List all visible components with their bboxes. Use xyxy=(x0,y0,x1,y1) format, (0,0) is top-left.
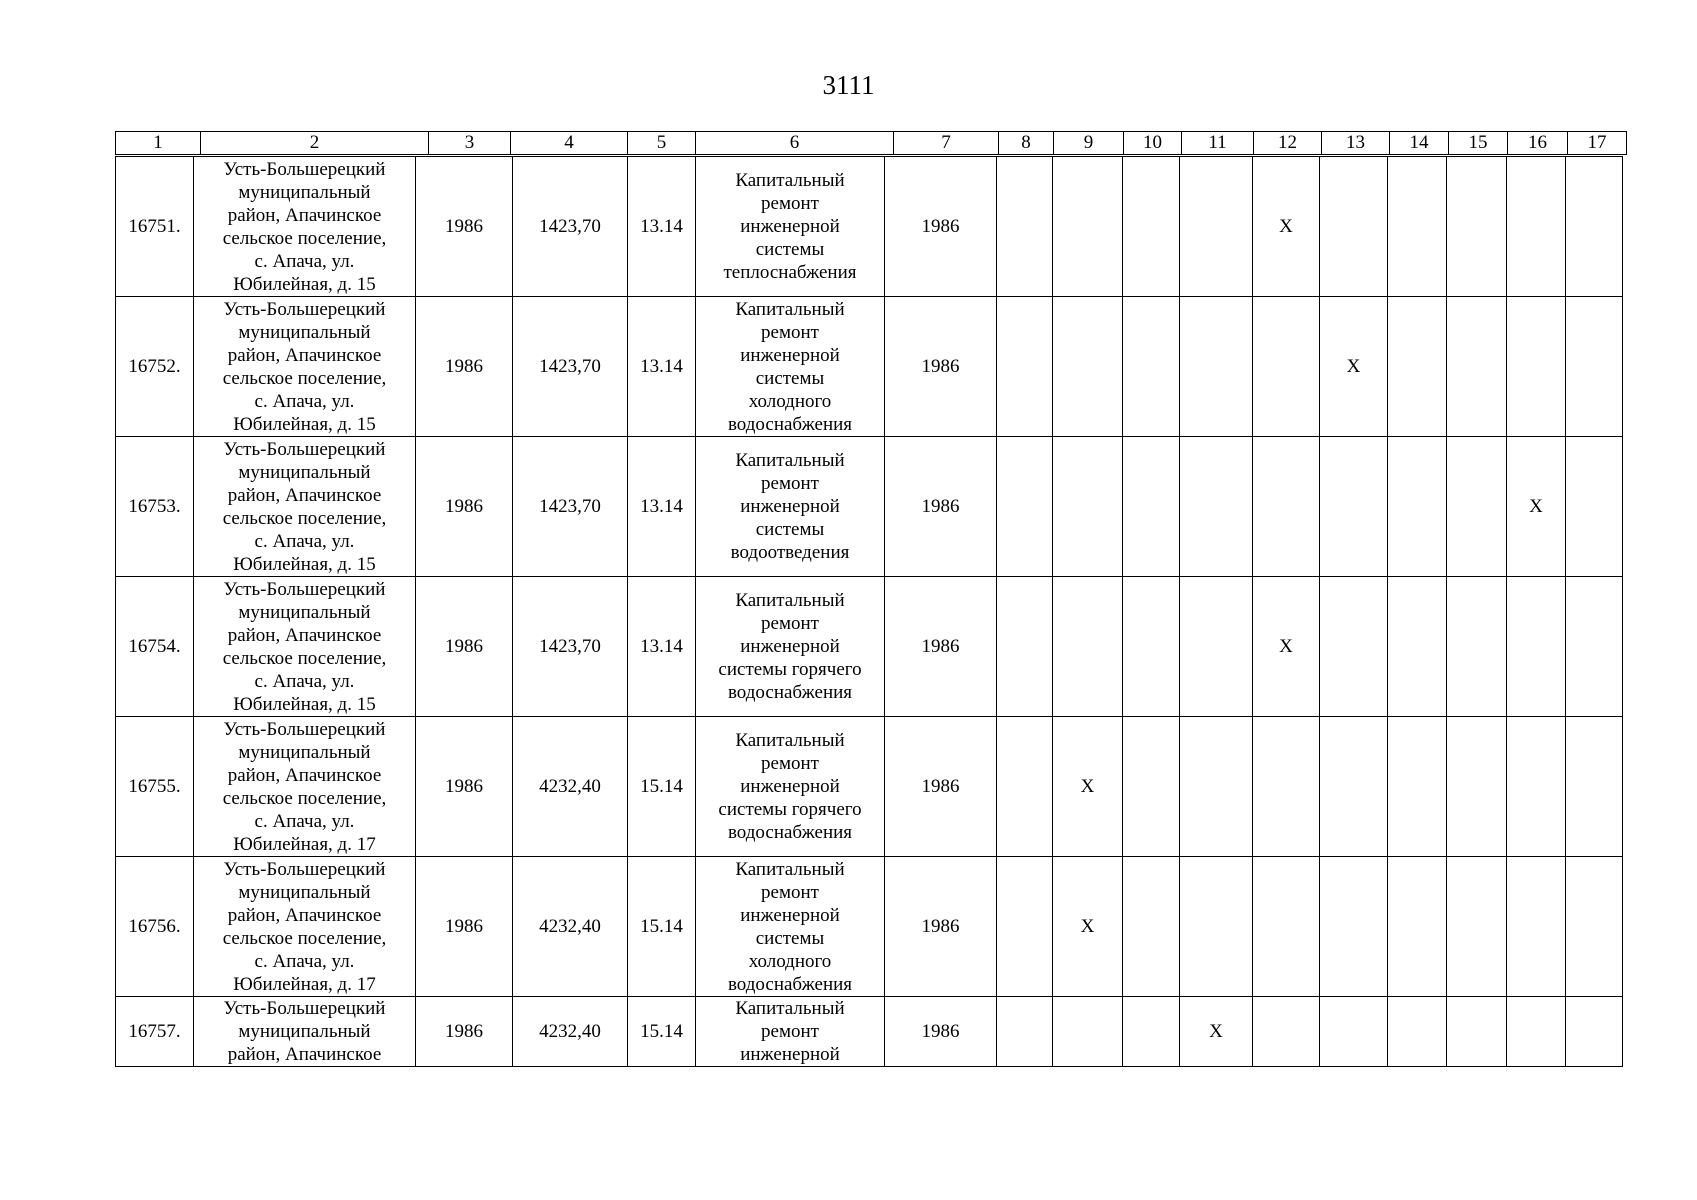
year2-cell xyxy=(885,857,997,997)
code-cell-text: 13.14 xyxy=(640,356,683,377)
mark-cell xyxy=(1388,997,1447,1067)
mark-cell xyxy=(1320,577,1388,717)
year-cell-text: 1986 xyxy=(445,216,483,237)
year-cell xyxy=(416,857,513,997)
mark-cell xyxy=(1507,577,1566,717)
code-cell xyxy=(628,577,696,717)
area-cell xyxy=(513,297,628,437)
column-header: 3 xyxy=(429,132,511,155)
address-cell-text: Усть-Большерецкий муниципальный район, Апачинское сельское поселение, с. Апача, ул. Юбилейная, д. 15 xyxy=(222,438,387,575)
work-type-cell-text: Капитальный ремонт инженерной системы холодного водоснабжения xyxy=(727,858,853,995)
row-number xyxy=(116,717,194,857)
row-number-text: 16752. xyxy=(128,356,181,377)
year2-cell xyxy=(885,157,997,297)
mark-cell xyxy=(1123,997,1180,1067)
mark-cell xyxy=(1123,157,1180,297)
mark-cell xyxy=(1253,997,1320,1067)
year-cell-text: 1986 xyxy=(445,916,483,937)
code-cell-text: 15.14 xyxy=(640,1021,683,1042)
address-cell-text: Усть-Большерецкий муниципальный район, Апачинское сельское поселение, с. Апача, ул. Юбилейная, д. 15 xyxy=(222,298,387,435)
mark-cell xyxy=(1053,157,1123,297)
year2-cell-text: 1986 xyxy=(921,356,960,377)
row-number-text: 16755. xyxy=(128,776,181,797)
area-cell xyxy=(513,157,628,297)
mark-cell xyxy=(1123,717,1180,857)
mark-cell xyxy=(1253,857,1320,997)
mark-cell: X xyxy=(1253,157,1320,297)
address-cell xyxy=(194,857,416,997)
page-number: 3111 xyxy=(822,70,875,100)
mark-cell xyxy=(997,157,1053,297)
mark-cell: X xyxy=(1253,577,1320,717)
mark-cell xyxy=(1253,297,1320,437)
work-type-cell-text: Капитальный ремонт инженерной системы теплоснабжения xyxy=(723,170,857,283)
mark-cell: X xyxy=(1320,297,1388,437)
work-type-cell-text: Капитальный ремонт инженерной системы горячего водоснабжения xyxy=(718,590,862,703)
work-type-cell xyxy=(696,437,885,577)
work-type-cell-text: Капитальный ремонт инженерной системы водоотведения xyxy=(730,450,850,563)
mark-cell xyxy=(1388,857,1447,997)
address-cell-text: Усть-Большерецкий муниципальный район, Апачинское xyxy=(223,998,386,1065)
code-cell xyxy=(628,157,696,297)
year2-cell-text: 1986 xyxy=(921,636,960,657)
mark-cell xyxy=(1566,857,1623,997)
row-number xyxy=(116,297,194,437)
table-row xyxy=(116,297,1623,437)
mark-cell xyxy=(1180,577,1253,717)
year-cell-text: 1986 xyxy=(445,496,483,517)
year2-cell-text: 1986 xyxy=(921,916,960,937)
mark-cell xyxy=(1447,157,1507,297)
area-cell-text: 4232,40 xyxy=(539,916,601,937)
area-cell xyxy=(513,857,628,997)
address-cell-text: Усть-Большерецкий муниципальный район, Апачинское сельское поселение, с. Апача, ул. Юбилейная, д. 17 xyxy=(222,718,387,855)
code-cell xyxy=(628,297,696,437)
mark-cell xyxy=(1388,437,1447,577)
column-header: 1 xyxy=(116,132,201,155)
work-type-cell xyxy=(696,717,885,857)
address-cell xyxy=(194,577,416,717)
mark-cell xyxy=(1566,157,1623,297)
work-type-cell-text: Капитальный ремонт инженерной системы горячего водоснабжения xyxy=(718,730,862,843)
row-number-text: 16753. xyxy=(128,496,181,517)
mark-cell xyxy=(1123,297,1180,437)
year2-cell xyxy=(885,997,997,1067)
area-cell xyxy=(513,577,628,717)
table-row xyxy=(116,157,1623,297)
mark-cell xyxy=(1253,717,1320,857)
code-cell xyxy=(628,857,696,997)
mark-cell xyxy=(1507,157,1566,297)
mark-cell: X xyxy=(1053,857,1123,997)
table-row xyxy=(116,717,1623,857)
mark-cell xyxy=(1320,437,1388,577)
address-cell-text: Усть-Большерецкий муниципальный район, Апачинское сельское поселение, с. Апача, ул. Юбилейная, д. 17 xyxy=(222,858,387,995)
area-cell-text: 4232,40 xyxy=(539,1021,601,1042)
address-cell-text: Усть-Большерецкий муниципальный район, Апачинское сельское поселение, с. Апача, ул. Юбилейная, д. 15 xyxy=(222,158,387,295)
mark-cell xyxy=(1566,717,1623,857)
mark-cell xyxy=(997,437,1053,577)
work-type-cell-text: Капитальный ремонт инженерной xyxy=(735,998,845,1065)
mark-cell: X xyxy=(1180,997,1253,1067)
row-number xyxy=(116,157,194,297)
year2-cell-text: 1986 xyxy=(921,1021,960,1042)
code-cell-text: 15.14 xyxy=(640,916,683,937)
mark-cell xyxy=(1180,857,1253,997)
mark-cell xyxy=(997,717,1053,857)
mark-cell xyxy=(1180,297,1253,437)
mark-cell xyxy=(1180,717,1253,857)
column-header: 5 xyxy=(628,132,696,155)
mark-cell xyxy=(1320,717,1388,857)
code-cell xyxy=(628,717,696,857)
column-header: 13 xyxy=(1322,132,1390,155)
mark-cell xyxy=(997,997,1053,1067)
mark-cell xyxy=(1053,437,1123,577)
year2-cell-text: 1986 xyxy=(921,216,960,237)
area-cell xyxy=(513,437,628,577)
mark-cell xyxy=(1053,577,1123,717)
year2-cell-text: 1986 xyxy=(921,776,960,797)
mark-cell xyxy=(997,857,1053,997)
mark-cell: X xyxy=(1507,437,1566,577)
mark-cell xyxy=(1320,857,1388,997)
year-cell xyxy=(416,577,513,717)
table-row xyxy=(116,997,1623,1067)
column-header: 12 xyxy=(1254,132,1322,155)
address-cell xyxy=(194,717,416,857)
code-cell xyxy=(628,437,696,577)
mark-cell xyxy=(1507,717,1566,857)
year2-cell xyxy=(885,717,997,857)
address-cell xyxy=(194,437,416,577)
mark-cell xyxy=(1123,577,1180,717)
table-row xyxy=(116,577,1623,717)
mark-cell xyxy=(1388,157,1447,297)
work-type-cell xyxy=(696,857,885,997)
row-number-text: 16751. xyxy=(128,216,181,237)
area-cell-text: 4232,40 xyxy=(539,776,601,797)
mark-cell xyxy=(1447,857,1507,997)
header-row xyxy=(116,132,1627,155)
address-cell-text: Усть-Большерецкий муниципальный район, Апачинское сельское поселение, с. Апача, ул. Юбилейная, д. 15 xyxy=(222,578,387,715)
code-cell-text: 15.14 xyxy=(640,776,683,797)
mark-cell xyxy=(1180,437,1253,577)
year-cell xyxy=(416,437,513,577)
code-cell-text: 13.14 xyxy=(640,636,683,657)
column-header: 9 xyxy=(1054,132,1124,155)
work-type-cell xyxy=(696,577,885,717)
year2-cell xyxy=(885,437,997,577)
year-cell xyxy=(416,297,513,437)
area-cell-text: 1423,70 xyxy=(539,496,601,517)
mark-cell xyxy=(1507,857,1566,997)
mark-cell xyxy=(1123,437,1180,577)
mark-cell xyxy=(1053,997,1123,1067)
mark-cell xyxy=(1447,717,1507,857)
mark-cell xyxy=(1123,857,1180,997)
area-cell-text: 1423,70 xyxy=(539,216,601,237)
mark-cell xyxy=(1566,997,1623,1067)
mark-cell xyxy=(997,297,1053,437)
column-header: 2 xyxy=(201,132,429,155)
address-cell xyxy=(194,157,416,297)
code-cell-text: 13.14 xyxy=(640,496,683,517)
column-header-table xyxy=(115,131,1627,155)
address-cell xyxy=(194,997,416,1067)
mark-cell xyxy=(1253,437,1320,577)
year2-cell xyxy=(885,297,997,437)
column-header: 14 xyxy=(1390,132,1449,155)
mark-cell xyxy=(1447,997,1507,1067)
year-cell-text: 1986 xyxy=(445,1021,483,1042)
row-number xyxy=(116,577,194,717)
row-number xyxy=(116,437,194,577)
column-header: 11 xyxy=(1182,132,1254,155)
work-type-cell xyxy=(696,157,885,297)
mark-cell xyxy=(1053,297,1123,437)
area-cell xyxy=(513,717,628,857)
column-header: 8 xyxy=(999,132,1054,155)
year2-cell-text: 1986 xyxy=(921,496,960,517)
year-cell-text: 1986 xyxy=(445,776,483,797)
work-type-cell-text: Капитальный ремонт инженерной системы холодного водоснабжения xyxy=(727,298,853,435)
column-header: 16 xyxy=(1508,132,1568,155)
table-row xyxy=(116,437,1623,577)
mark-cell xyxy=(1320,157,1388,297)
year-cell xyxy=(416,717,513,857)
mark-cell xyxy=(1388,297,1447,437)
column-header: 17 xyxy=(1568,132,1627,155)
mark-cell xyxy=(997,577,1053,717)
mark-cell xyxy=(1566,297,1623,437)
mark-cell xyxy=(1320,997,1388,1067)
column-header: 15 xyxy=(1449,132,1508,155)
column-header: 7 xyxy=(894,132,999,155)
mark-cell xyxy=(1180,157,1253,297)
table-body xyxy=(116,157,1623,1067)
mark-cell xyxy=(1566,437,1623,577)
year2-cell xyxy=(885,577,997,717)
year-cell xyxy=(416,997,513,1067)
work-type-cell xyxy=(696,997,885,1067)
area-cell-text: 1423,70 xyxy=(539,356,601,377)
data-table xyxy=(115,156,1623,1067)
row-number-text: 16754. xyxy=(128,636,181,657)
mark-cell xyxy=(1507,297,1566,437)
area-cell-text: 1423,70 xyxy=(539,636,601,657)
year-cell xyxy=(416,157,513,297)
mark-cell xyxy=(1507,997,1566,1067)
area-cell xyxy=(513,997,628,1067)
mark-cell: X xyxy=(1053,717,1123,857)
mark-cell xyxy=(1447,437,1507,577)
code-cell-text: 13.14 xyxy=(640,216,683,237)
mark-cell xyxy=(1447,577,1507,717)
address-cell xyxy=(194,297,416,437)
year-cell-text: 1986 xyxy=(445,636,483,657)
column-header: 10 xyxy=(1124,132,1182,155)
mark-cell xyxy=(1447,297,1507,437)
row-number-text: 16756. xyxy=(128,916,181,937)
code-cell xyxy=(628,997,696,1067)
row-number xyxy=(116,997,194,1067)
mark-cell xyxy=(1388,577,1447,717)
year-cell-text: 1986 xyxy=(445,356,483,377)
column-header: 4 xyxy=(511,132,628,155)
mark-cell xyxy=(1566,577,1623,717)
work-type-cell xyxy=(696,297,885,437)
column-header: 6 xyxy=(696,132,894,155)
mark-cell xyxy=(1388,717,1447,857)
row-number xyxy=(116,857,194,997)
table-row xyxy=(116,857,1623,997)
row-number-text: 16757. xyxy=(128,1021,181,1042)
